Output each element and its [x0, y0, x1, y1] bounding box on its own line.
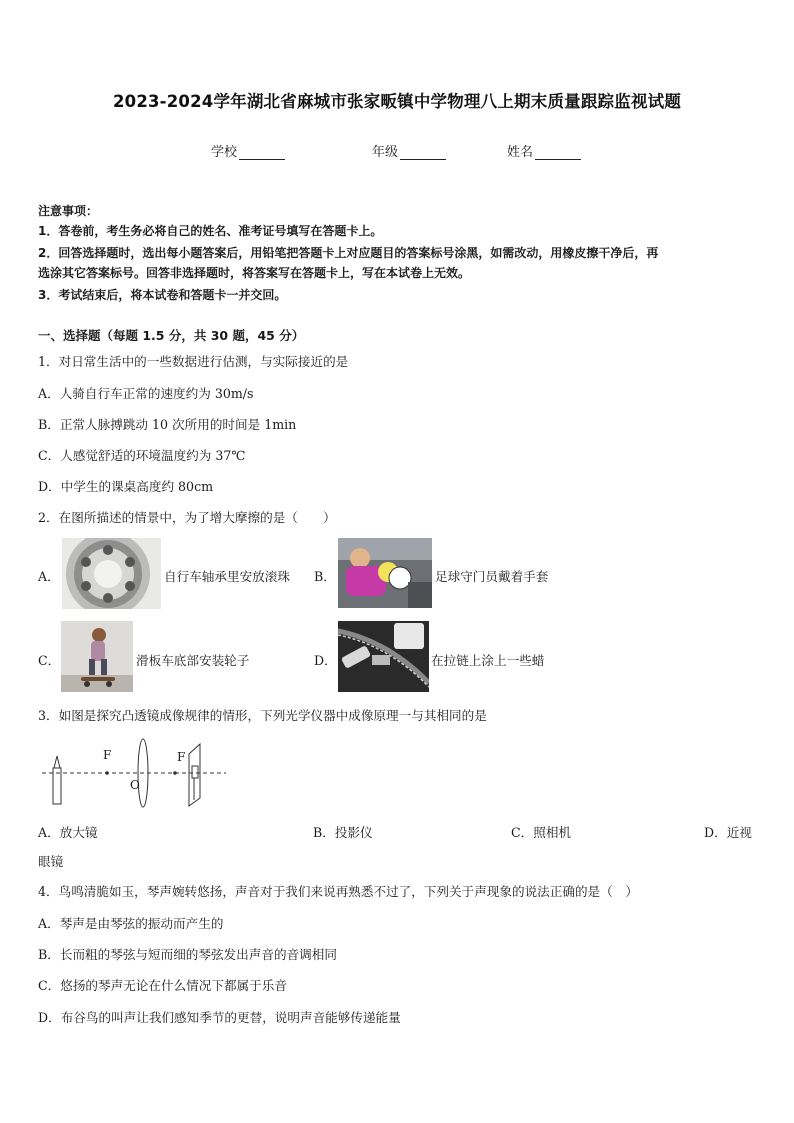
question-stem: 3．如图是探究凸透镜成像规律的情形，下列光学仪器中成像原理一与其相同的是 — [38, 708, 487, 723]
option: C．照相机 — [511, 825, 572, 840]
option-letter: A． — [38, 569, 60, 584]
option-letter: B． — [314, 569, 336, 584]
name-label: 姓名 — [507, 145, 534, 160]
option: A．琴声是由琴弦的振动而产生的 — [38, 916, 224, 931]
option: B．长而粗的琴弦与短而细的琴弦发出声音的音调相同 — [38, 947, 337, 962]
school-blank — [239, 146, 285, 160]
question-stem: 4．鸟鸣清脆如玉，琴声婉转悠扬，声音对于我们来说再熟悉不过了，下列关于声现象的说法正确的是（ ） — [38, 884, 638, 899]
goalkeeper-image — [338, 538, 432, 608]
grade-field — [372, 141, 446, 160]
school-label: 学校 — [211, 145, 238, 160]
name-field — [507, 141, 581, 160]
focal-point-label: F — [103, 748, 112, 762]
notice-item: 3．考试结束后，将本试卷和答题卡一并交回。 — [38, 288, 287, 302]
option-wrap: 眼镜 — [38, 854, 64, 869]
name-blank — [535, 146, 581, 160]
bearing-image — [62, 538, 161, 609]
lens-diagram — [42, 738, 226, 808]
school-field — [211, 141, 285, 160]
notice-heading: 注意事项： — [38, 204, 99, 218]
zipper-image — [338, 621, 429, 692]
option-text: 在拉链上涂上一些蜡 — [431, 653, 545, 668]
notice-item: 选涂其它答案标号。回答非选择题时，将答案写在答题卡上，写在本试卷上无效。 — [38, 266, 471, 280]
option: D．布谷鸟的叫声让我们感知季节的更替，说明声音能够传递能量 — [38, 1010, 401, 1025]
option-letter: D． — [314, 653, 337, 668]
option: A．人骑自行车正常的速度约为 30m/s — [38, 386, 254, 401]
grade-label: 年级 — [372, 145, 399, 160]
option-text: 足球守门员戴着手套 — [435, 569, 549, 584]
section-heading: 一、选择题（每题 1.5 分，共 30 题，45 分） — [38, 328, 305, 343]
option: C．人感觉舒适的环境温度约为 37℃ — [38, 448, 246, 463]
skateboard-image — [61, 621, 133, 692]
option: B．正常人脉搏跳动 10 次所用的时间是 1min — [38, 417, 297, 432]
option: B．投影仪 — [313, 825, 373, 840]
option: C．悠扬的琴声无论在什么情况下都属于乐音 — [38, 978, 287, 993]
option-letter: C． — [38, 653, 61, 668]
option: D．近视 — [704, 825, 752, 840]
question-stem: 2．在图所描述的情景中，为了增大摩擦的是（ ） — [38, 510, 336, 525]
option-text: 滑板车底部安装轮子 — [136, 653, 250, 668]
option: A．放大镜 — [38, 825, 98, 840]
question-stem: 1．对日常生活中的一些数据进行估测，与实际接近的是 — [38, 354, 349, 369]
optical-center-label: O — [130, 778, 140, 792]
page-title: 2023-2024学年湖北省麻城市张家畈镇中学物理八上期末质量跟踪监视试题 — [112, 92, 682, 111]
notice-item: 1．答卷前，考生务必将自己的姓名、准考证号填写在答题卡上。 — [38, 224, 383, 238]
option: D．中学生的课桌高度约 80cm — [38, 479, 214, 494]
option-text: 自行车轴承里安放滚珠 — [164, 569, 290, 584]
grade-blank — [400, 146, 446, 160]
notice-item: 2．回答选择题时，选出每小题答案后，用铅笔把答题卡上对应题目的答案标号涂黑，如需改动，用橡皮擦干净后，再 — [38, 246, 659, 260]
focal-point-label: F — [177, 750, 186, 764]
